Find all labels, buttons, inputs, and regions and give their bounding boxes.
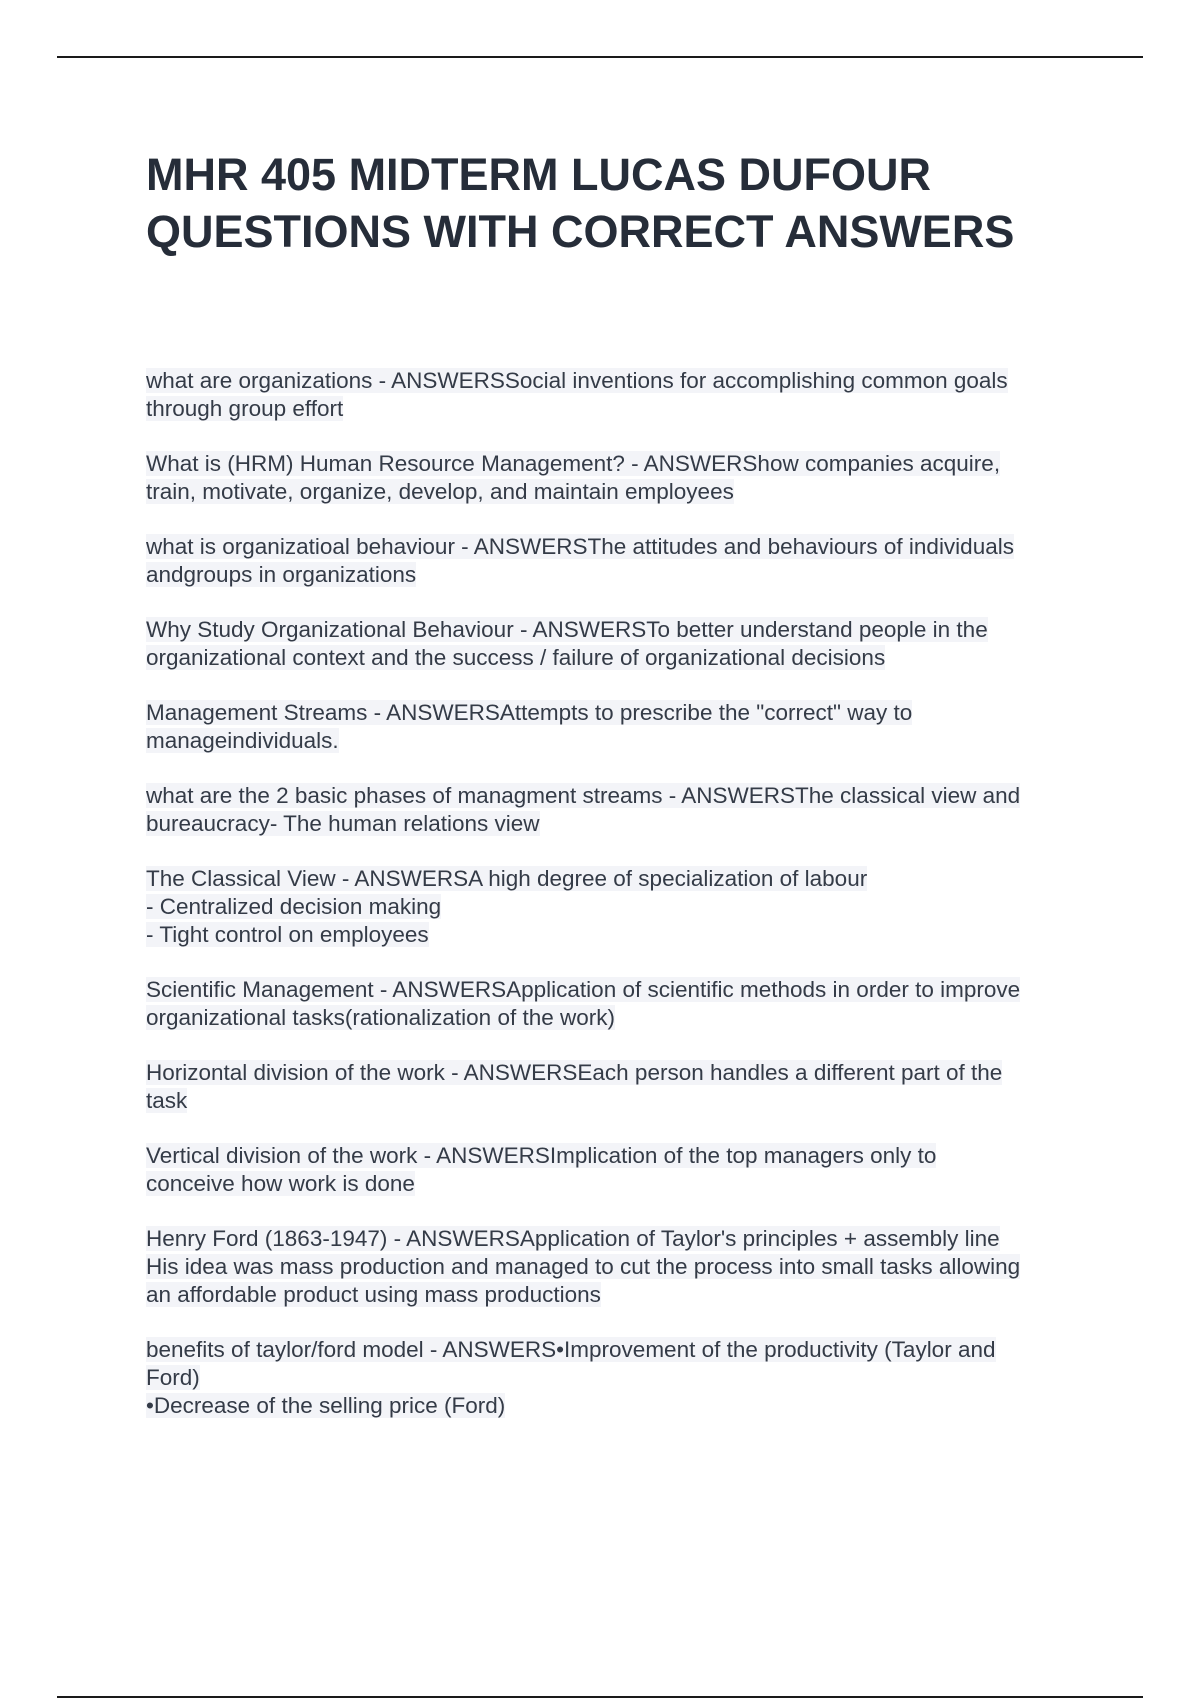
- qa-entry-text: Why Study Organizational Behaviour - ANSWERSTo better understand people in the: [146, 617, 988, 642]
- qa-entry-line: [146, 1004, 1096, 1032]
- qa-entry-line: [146, 533, 1096, 561]
- qa-entry-line: [146, 1253, 1096, 1281]
- qa-entry-line: [146, 893, 1096, 921]
- qa-entry-text: Ford): [146, 1365, 200, 1390]
- qa-entry-text: •Decrease of the selling price (Ford): [146, 1393, 506, 1418]
- qa-list: [146, 367, 1096, 1447]
- qa-entry-line: [146, 395, 1096, 423]
- qa-entry-line: [146, 450, 1096, 478]
- qa-entry: [146, 865, 1096, 949]
- qa-entry-text: organizational tasks(rationalization of the work): [146, 1005, 615, 1030]
- qa-entry-text: Horizontal division of the work - ANSWERSEach person handles a different part of the: [146, 1060, 1003, 1085]
- qa-entry-line: [146, 976, 1096, 1004]
- qa-entry: [146, 450, 1096, 506]
- qa-entry: [146, 1225, 1096, 1309]
- qa-entry-text: The Classical View - ANSWERSA high degree of specialization of labour: [146, 866, 868, 891]
- qa-entry-text: andgroups in organizations: [146, 562, 417, 587]
- qa-entry-text: bureaucracy- The human relations view: [146, 811, 540, 836]
- qa-entry-text: train, motivate, organize, develop, and maintain employees: [146, 479, 734, 504]
- qa-entry-line: [146, 1170, 1096, 1198]
- qa-entry-line: [146, 699, 1096, 727]
- qa-entry-text: conceive how work is done: [146, 1171, 415, 1196]
- qa-entry-text: through group effort: [146, 396, 344, 421]
- qa-entry: [146, 367, 1096, 423]
- qa-entry-line: [146, 782, 1096, 810]
- qa-entry-line: [146, 1392, 1096, 1420]
- qa-entry-text: - Tight control on employees: [146, 922, 429, 947]
- qa-entry: [146, 1142, 1096, 1198]
- qa-entry-text: what is organizatioal behaviour - ANSWERSThe attitudes and behaviours of individuals: [146, 534, 1014, 559]
- qa-entry: [146, 1336, 1096, 1420]
- qa-entry-line: [146, 921, 1096, 949]
- qa-entry-line: [146, 810, 1096, 838]
- qa-entry-text: His idea was mass production and managed to cut the process into small tasks allowing: [146, 1254, 1021, 1279]
- qa-entry-text: what are the 2 basic phases of managment streams - ANSWERSThe classical view and: [146, 783, 1021, 808]
- qa-entry-line: [146, 865, 1096, 893]
- qa-entry-text: an affordable product using mass productions: [146, 1282, 601, 1307]
- qa-entry-text: Scientific Management - ANSWERSApplication of scientific methods in order to improve: [146, 977, 1021, 1002]
- qa-entry-text: Vertical division of the work - ANSWERSImplication of the top managers only to: [146, 1143, 937, 1168]
- qa-entry-line: [146, 478, 1096, 506]
- qa-entry-line: [146, 727, 1096, 755]
- qa-entry: [146, 1059, 1096, 1115]
- footer-rule: [57, 1696, 1143, 1698]
- qa-entry-text: task: [146, 1088, 188, 1113]
- qa-entry: [146, 782, 1096, 838]
- qa-entry-text: - Centralized decision making: [146, 894, 442, 919]
- qa-entry-line: [146, 1364, 1096, 1392]
- qa-entry-line: [146, 561, 1096, 589]
- qa-entry-line: [146, 1142, 1096, 1170]
- qa-entry-line: [146, 367, 1096, 395]
- qa-entry-line: [146, 1281, 1096, 1309]
- qa-entry-line: [146, 1336, 1096, 1364]
- qa-entry-text: benefits of taylor/ford model - ANSWERS•Improvement of the productivity (Taylor and: [146, 1337, 996, 1362]
- qa-entry-line: [146, 616, 1096, 644]
- header-rule: [57, 56, 1143, 58]
- qa-entry-line: [146, 1059, 1096, 1087]
- qa-entry-text: manageindividuals.: [146, 728, 339, 753]
- qa-entry: [146, 533, 1096, 589]
- qa-entry-line: [146, 1225, 1096, 1253]
- qa-entry-text: what are organizations - ANSWERSSocial inventions for accomplishing common goals: [146, 368, 1008, 393]
- qa-entry: [146, 616, 1096, 672]
- qa-entry-text: What is (HRM) Human Resource Management? - ANSWERShow companies acquire,: [146, 451, 1001, 476]
- qa-entry: [146, 699, 1096, 755]
- document-title: MHR 405 MIDTERM LUCAS DUFOUR QUESTIONS WITH CORRECT ANSWERS: [146, 149, 1015, 257]
- qa-entry-text: Henry Ford (1863-1947) - ANSWERSApplication of Taylor's principles + assembly line: [146, 1226, 1000, 1251]
- qa-entry-line: [146, 1087, 1096, 1115]
- qa-entry: [146, 976, 1096, 1032]
- qa-entry-text: organizational context and the success / failure of organizational decisions: [146, 645, 886, 670]
- qa-entry-line: [146, 644, 1096, 672]
- qa-entry-text: Management Streams - ANSWERSAttempts to prescribe the "correct" way to: [146, 700, 913, 725]
